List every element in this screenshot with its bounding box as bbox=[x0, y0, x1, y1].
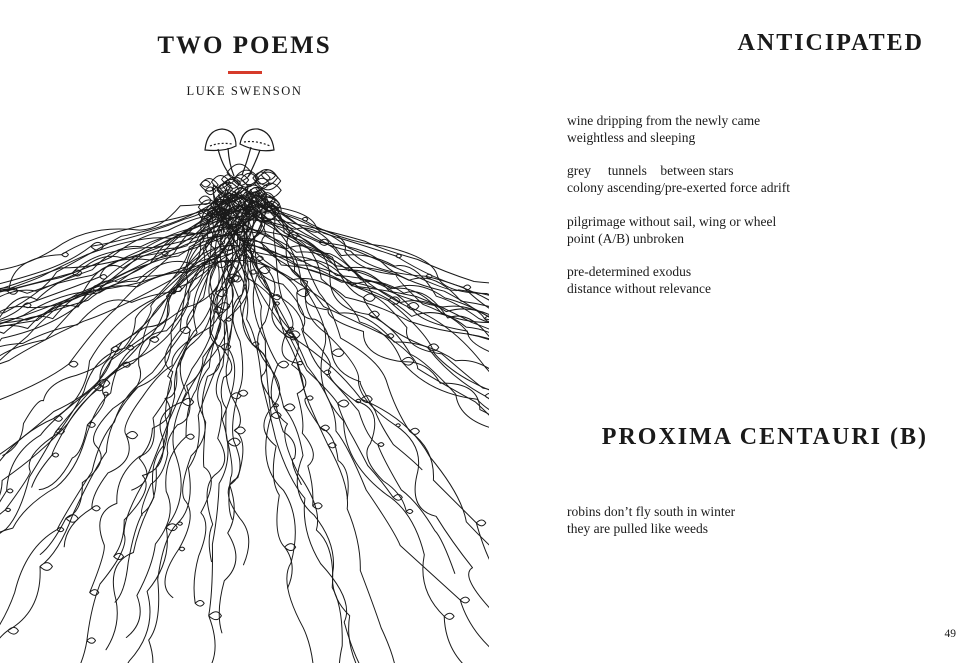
poem-stanza bbox=[567, 112, 760, 146]
poem-title-anticipated: ANTICIPATED bbox=[737, 30, 924, 56]
line-drawing-illustration bbox=[0, 120, 489, 663]
poem-line: colony ascending/pre-exerted force adrift bbox=[567, 180, 791, 195]
poem-line: pre-determined exodus bbox=[567, 264, 692, 279]
poem-stanza bbox=[567, 263, 711, 297]
poem-line: weightless and sleeping bbox=[567, 130, 696, 145]
title-accent-rule bbox=[228, 71, 262, 74]
poem-line: grey tunnels between stars bbox=[567, 163, 734, 178]
poem-stanza bbox=[567, 162, 790, 196]
poem-line: they are pulled like weeds bbox=[567, 521, 708, 536]
poem-line: point (A/B) unbroken bbox=[567, 231, 684, 246]
poem-line: pilgrimage without sail, wing or wheel bbox=[567, 214, 777, 229]
tangle-strands bbox=[0, 164, 489, 663]
collection-title: TWO POEMS bbox=[157, 32, 332, 59]
right-page bbox=[489, 0, 978, 663]
author-name: LUKE SWENSON bbox=[186, 84, 303, 98]
poem-line: distance without relevance bbox=[567, 281, 711, 296]
poem-stanza bbox=[567, 503, 735, 537]
poem-line: wine dripping from the newly came bbox=[567, 113, 761, 128]
page-number: 49 bbox=[944, 628, 956, 640]
poem-stanza bbox=[567, 213, 776, 247]
poem-title-proxima-centauri: PROXIMA CENTAURI (B) bbox=[601, 424, 928, 450]
poem-line: robins don’t fly south in winter bbox=[567, 504, 736, 519]
